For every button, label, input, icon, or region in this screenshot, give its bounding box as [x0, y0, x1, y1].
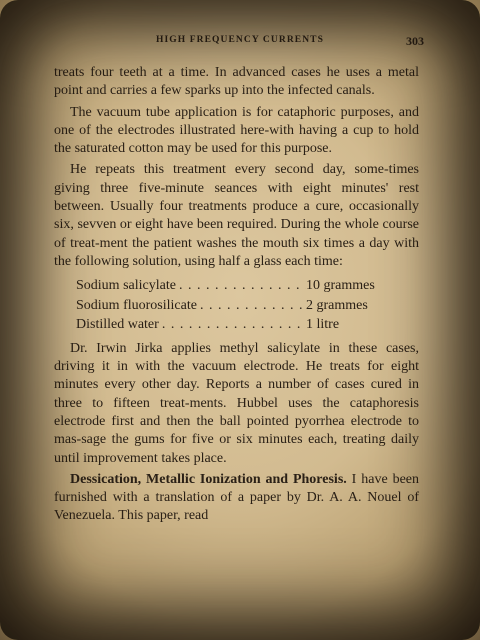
ingredient-name: Sodium salicylate — [76, 278, 176, 294]
ingredient-quantity: 1 litre — [306, 317, 340, 333]
page-header — [56, 34, 424, 51]
leader-dots — [176, 276, 306, 296]
paragraph-4: Dr. Irwin Jirka applies methyl salicylate in these cases, driving it in with the vacuum electrode. He treats for eight minutes every other day. Reports a number of cases cured in three to fifteen treat-ments. Hubbel uses the cataphoresis electrode first and then the ball pointed pyorrhea electrode to mas-sage the gums for five or six minutes each, treating daily until improvement takes place. — [54, 340, 419, 466]
ingredient-quantity: 2 grammes — [306, 297, 368, 313]
formula-row — [76, 296, 398, 316]
section-heading: Dessication, Metallic Ionization and Phoresis. — [70, 471, 347, 487]
ingredient-quantity: 10 grammes — [306, 278, 375, 294]
paragraph-5 — [54, 471, 419, 526]
formula-row — [76, 276, 398, 296]
running-title: HIGH FREQUENCY CURRENTS — [156, 35, 324, 45]
leader-dots — [159, 315, 306, 335]
paragraph-1: treats four teeth at a time. In advanced cases he uses a metal point and carries a few sparks up into the infected canals. — [54, 65, 419, 99]
paragraph-3: He repeats this treatment every second day, some-times giving three five-minute seances with eight minutes' rest between. Usually four treatments produce a cure, occasionally six, sevven or eight have been required. During the whole course of treat-ment the patient washes the mouth six times a day with the following solution, using half a glass each time: — [54, 162, 419, 269]
formula-row — [76, 315, 398, 335]
paragraph-2: The vacuum tube application is for cataphoric purposes, and one of the electrodes illustrated here-with having a cup to hold the saturated cotton may be used for this purpose. — [54, 104, 419, 157]
ingredient-name: Sodium fluorosilicate — [76, 297, 197, 313]
paragraph-5-text: I have been furnished with a translation of a paper by Dr. A. A. Nouel of Venezuela. This paper, read — [54, 471, 419, 524]
leader-dots — [197, 296, 306, 316]
page-number: 303 — [406, 34, 424, 48]
body-text — [54, 64, 419, 526]
ingredient-name: Distilled water — [76, 317, 159, 333]
solution-formula — [76, 276, 398, 335]
